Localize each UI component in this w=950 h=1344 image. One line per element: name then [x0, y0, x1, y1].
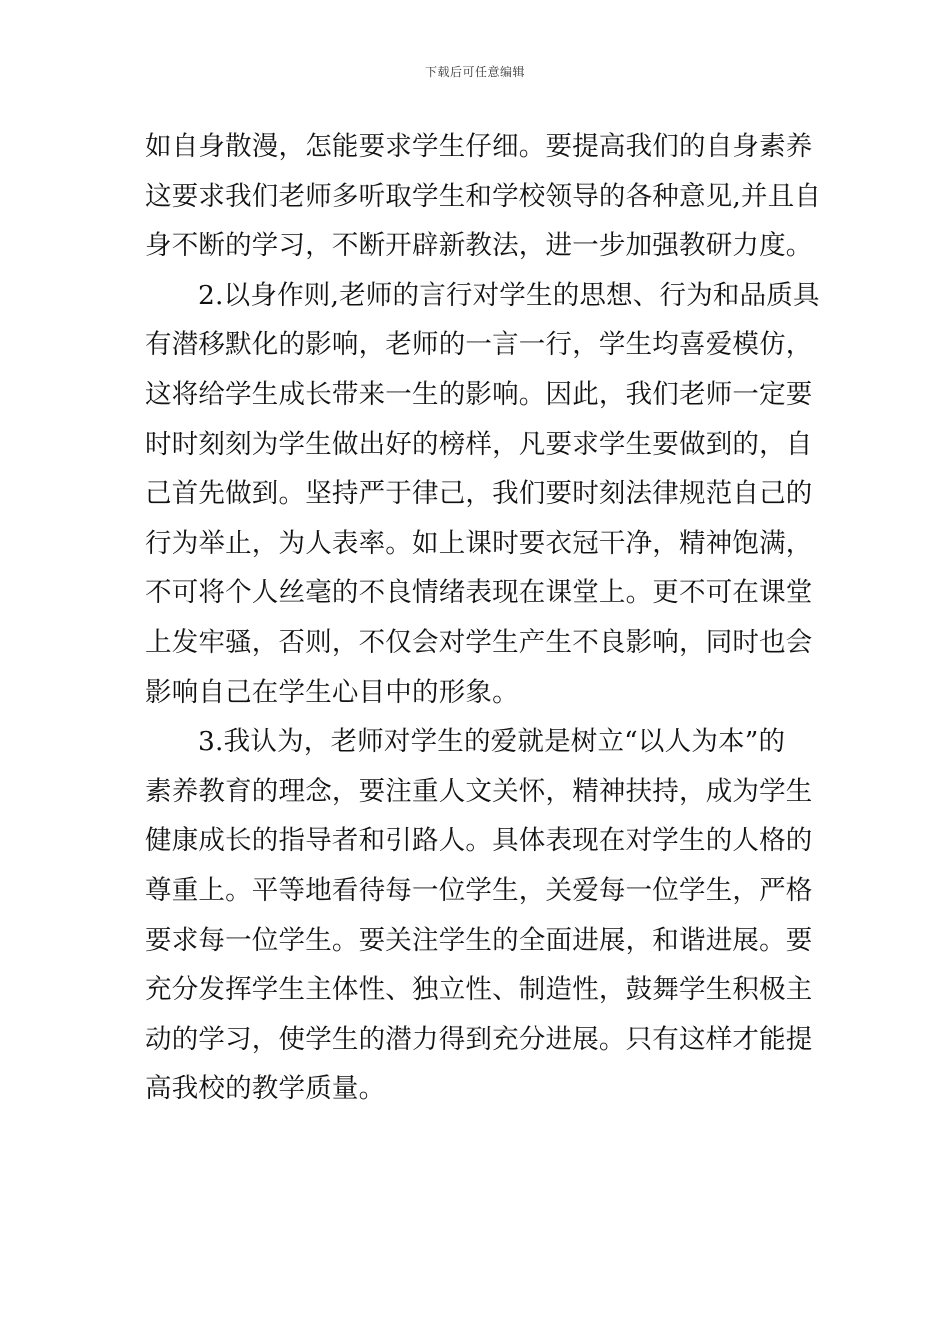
text-line: 这要求我们老师多听取学生和学校领导的各种意见,并且自: [145, 180, 822, 212]
text-line: 这将给学生成长带来一生的影响。因此，我们老师一定要: [145, 378, 813, 410]
document-body: [145, 122, 822, 1114]
text-line: 素养教育的理念，要注重人文关怀，精神扶持，成为学生: [145, 775, 813, 807]
text-line: 动的学习，使学生的潜力得到充分进展。只有这样才能提: [145, 1023, 813, 1055]
text-line: 尊重上。平等地看待每一位学生，关爱每一位学生，严格: [145, 874, 813, 906]
text-line: 健康成长的指导者和引路人。具体表现在对学生的人格的: [145, 825, 813, 857]
text-line: 时时刻刻为学生做出好的榜样，凡要求学生要做到的，自: [145, 428, 813, 460]
page-header: 下载后可任意编辑: [424, 65, 525, 79]
text-line: 充分发挥学生主体性、独立性、制造性，鼓舞学生积极主: [145, 974, 813, 1006]
text-line: 要求每一位学生。要关注学生的全面进展，和谐进展。要: [145, 924, 813, 956]
text-line: 上发牢骚，否则，不仅会对学生产生不良影响，同时也会: [145, 626, 813, 658]
text-line: 不可将个人丝毫的不良情绪表现在课堂上。更不可在课堂: [145, 577, 813, 609]
text-line: 身不断的学习，不断开辟新教法，进一步加强教研力度。: [145, 230, 813, 262]
paragraph-3-first-line: 3.我认为，老师对学生的爱就是树立“以人为本”的: [198, 726, 786, 758]
text-line: 如自身散漫，怎能要求学生仔细。要提高我们的自身素养: [145, 131, 813, 162]
text-line: 高我校的教学质量。: [145, 1073, 386, 1105]
text-line: 己首先做到。坚持严于律己，我们要时刻法律规范自己的: [145, 478, 813, 510]
text-line: 行为举止，为人表率。如上课时要衣冠干净，精神饱满，: [145, 527, 813, 559]
text-line: 影响自己在学生心目中的形象。: [145, 676, 519, 708]
text-line: 有潜移默化的影响，老师的一言一行，学生均喜爱模仿，: [145, 329, 813, 361]
paragraph-2-first-line: 2.以身作则,老师的言行对学生的思想、行为和品质具: [198, 279, 820, 311]
